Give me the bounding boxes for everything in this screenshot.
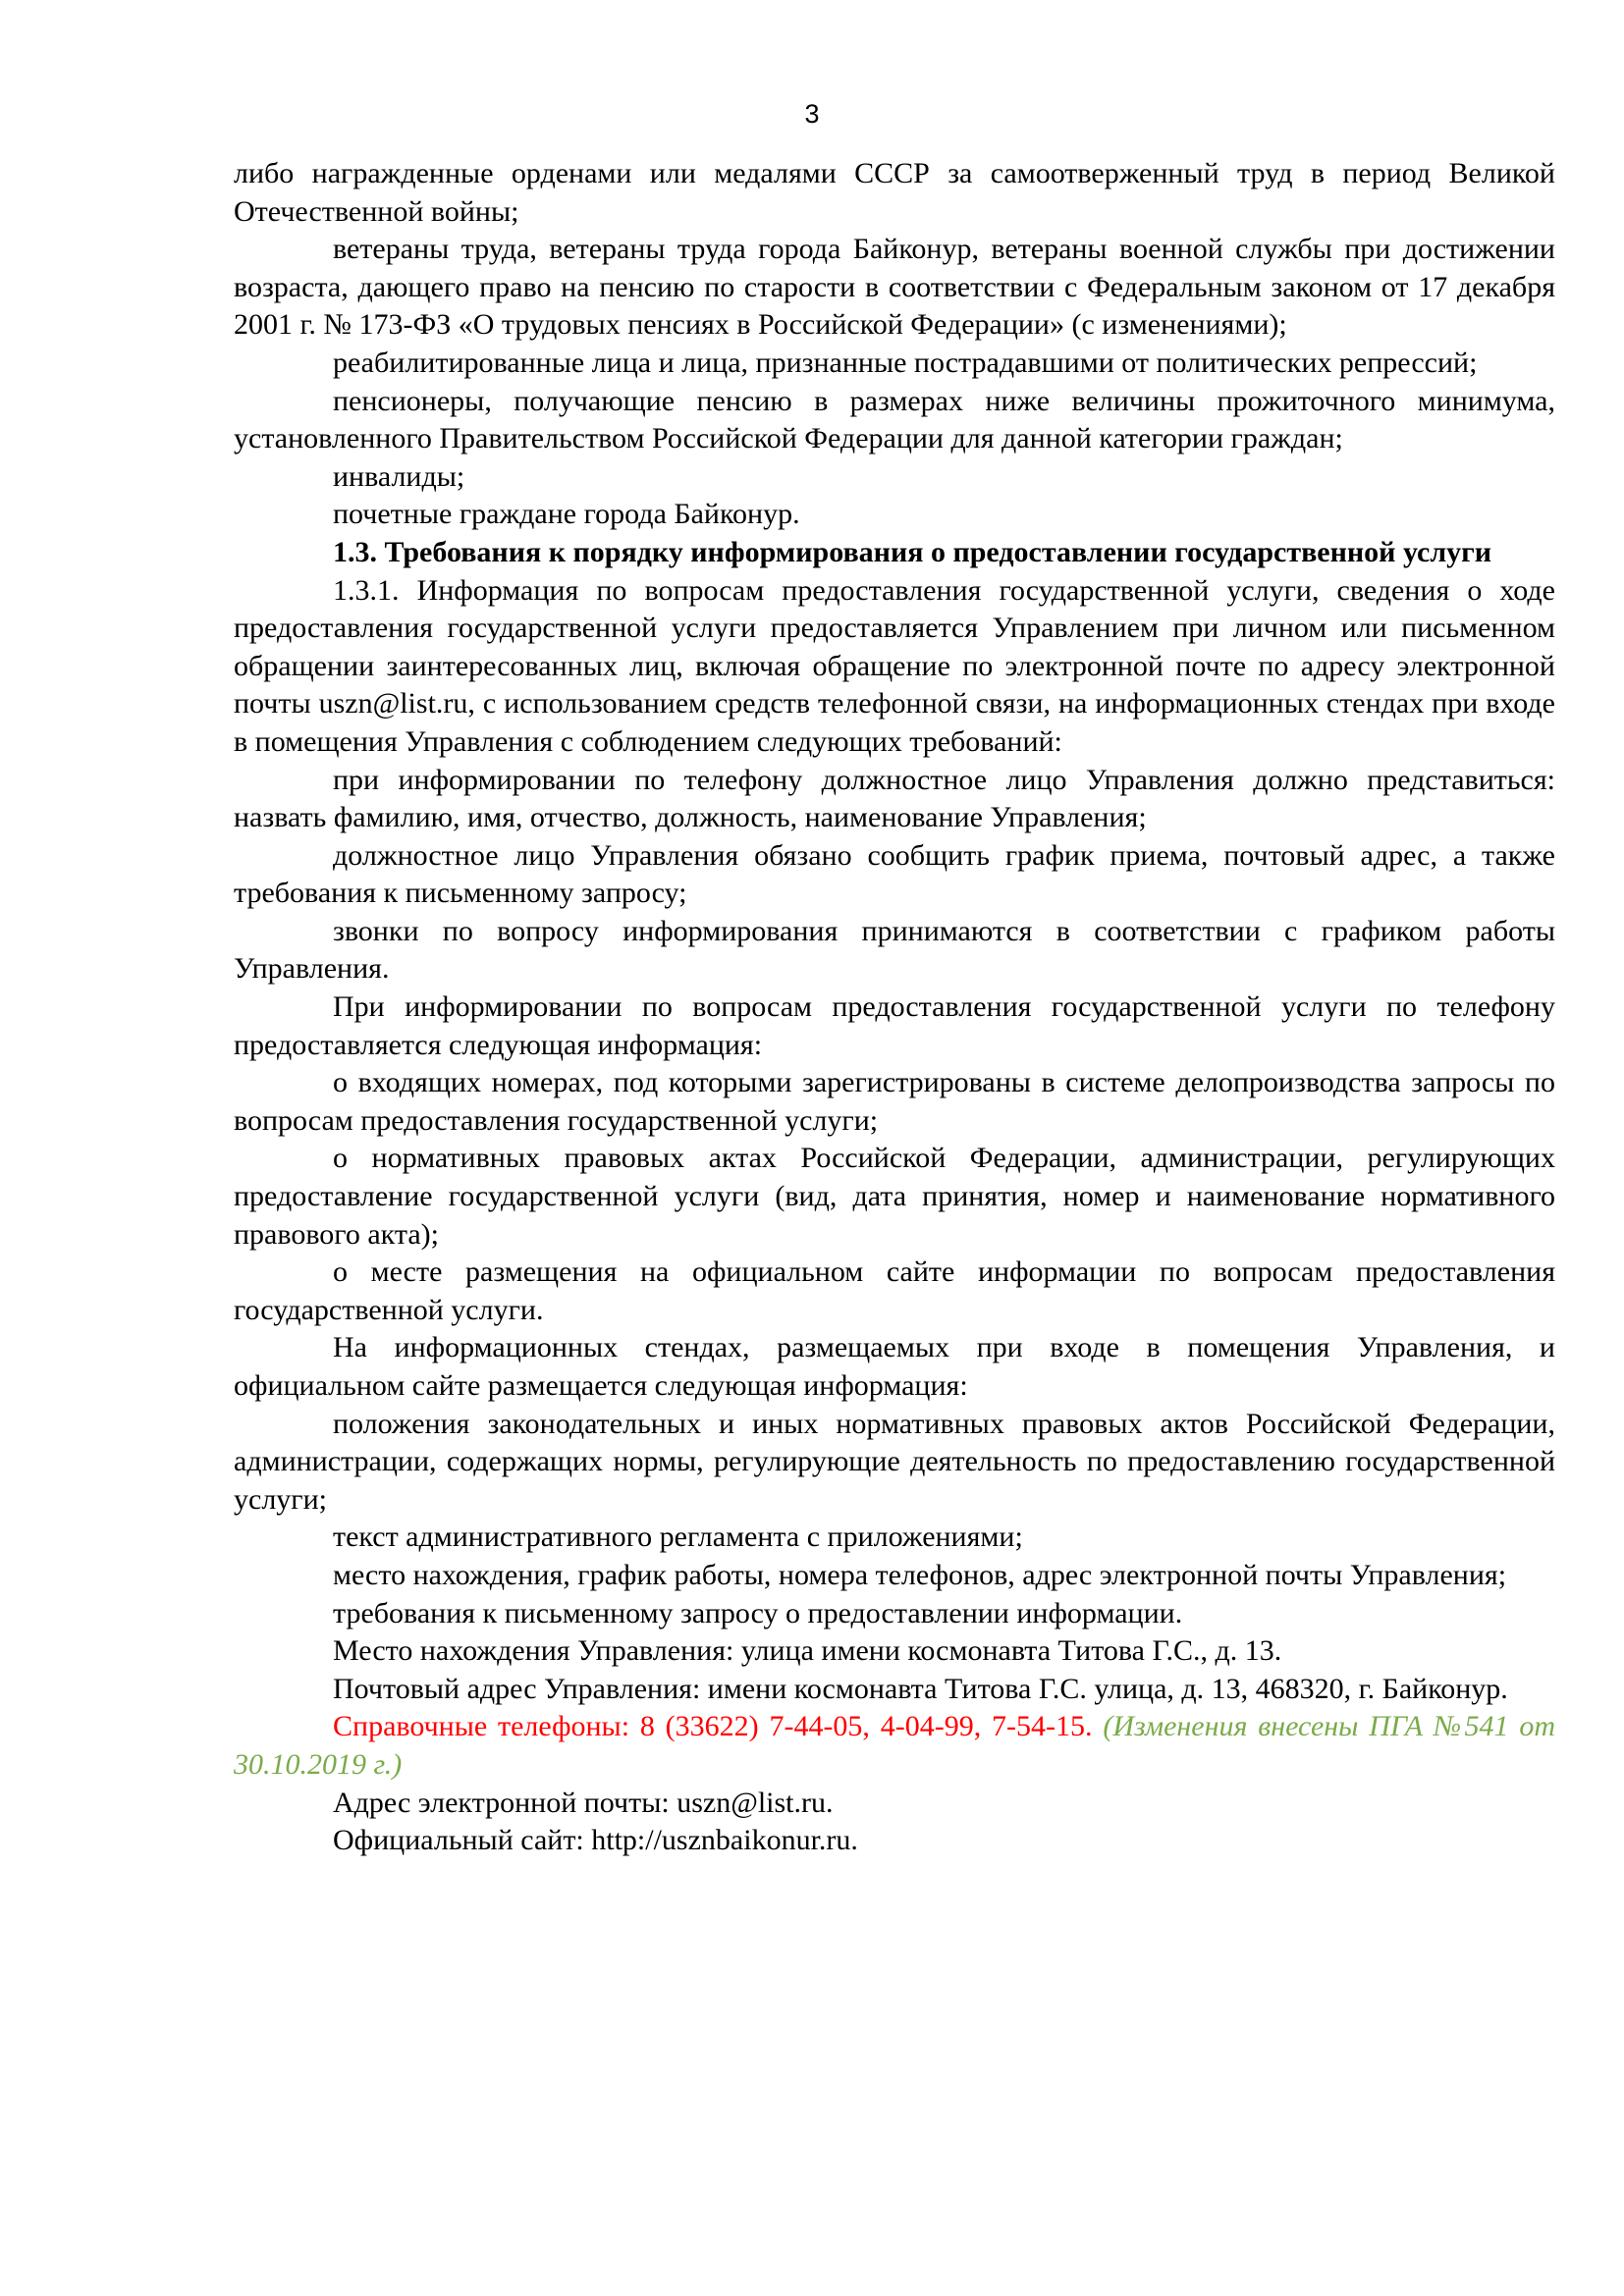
- section-heading-1-3: 1.3. Требования к порядку информирования о предоставлении государственной услуги: [333, 535, 1492, 568]
- page-number: 3: [804, 99, 820, 129]
- paragraph-website-location: о месте размещения на официальном сайте информации по вопросам предоставления государственной услуги.: [234, 1255, 1555, 1326]
- paragraph-1-3-1: 1.3.1. Информация по вопросам предоставления государственной услуги, сведения о ходе предоставления государственной услуги предоставляется Управлением при личном или письменном обращении заинтересованных лиц, включая обращение по электронной почте по адресу электронной почты uszn@list.ru, с использованием средств телефонной связи, на информационных стендах при входе в помещения Управления с соблюдением следующих требований:: [234, 573, 1555, 758]
- paragraph-reference-phones: [234, 1708, 1555, 1784]
- reference-phones-text: Справочные телефоны: 8 (33622) 7-44-05, 4-04-99, 7-54-15.: [333, 1710, 1093, 1743]
- paragraph-orders-medals: либо награжденные орденами или медалями СССР за самоотверженный труд в период Великой Отечественной войны;: [234, 157, 1555, 228]
- paragraph-regulation-text: текст административного регламента с приложениями;: [333, 1521, 1023, 1554]
- paragraph-normative-acts: о нормативных правовых актах Российской Федерации, администрации, регулирующих предоставление государственной услуги (вид, дата принятия, номер и наименование нормативного правового акта);: [234, 1142, 1555, 1251]
- paragraph-website: Официальный сайт: http://usznbaikonur.ru.: [333, 1824, 858, 1857]
- paragraph-info-stands: На информационных стендах, размещаемых при входе в помещения Управления, и официальном сайте размещается следующая информация:: [234, 1331, 1555, 1402]
- paragraph-calls-schedule: звонки по вопросу информирования принимаются в соответствии с графиком работы Управления.: [234, 914, 1555, 986]
- paragraph-phone-info: При информировании по вопросам предоставления государственной услуги по телефону предоставляется следующая информация:: [234, 990, 1555, 1061]
- paragraph-official-obliged: должностное лицо Управления обязано сообщить график приема, почтовый адрес, а также требования к письменному запросу;: [234, 838, 1555, 910]
- amendment-note: (Изменения внесены ПГА №541 от 30.10.2019 г.): [234, 1710, 1555, 1781]
- paragraph-written-request: требования к письменному запросу о предоставлении информации.: [333, 1596, 1183, 1629]
- paragraph-labor-veterans: ветераны труда, ветераны труда города Байконур, ветераны военной службы при достижении возраста, дающего право на пенсию по старости в соответствии с Федеральным законом от 17 декабря 2001 г. № 173-ФЗ «О трудовых пенсиях в Российской Федерации» (с изменениями);: [234, 233, 1555, 342]
- paragraph-incoming-numbers: о входящих номерах, под которыми зарегистрированы в системе делопроизводства запросы по вопросам предоставления государственной услуги;: [234, 1066, 1555, 1137]
- paragraph-legislative-provisions: положения законодательных и иных нормативных правовых актов Российской Федерации, администрации, содержащих нормы, регулирующие деятельность по предоставлению государственной услуги;: [234, 1407, 1555, 1516]
- paragraph-rehabilitated: реабилитированные лица и лица, признанные пострадавшими от политических репрессий;: [333, 346, 1478, 379]
- paragraph-postal-address: Почтовый адрес Управления: имени космонавта Титова Г.С. улица, д. 13, 468320, г. Байконур.: [333, 1672, 1508, 1705]
- paragraph-honorary-citizens: почетные граждане города Байконур.: [333, 498, 800, 531]
- document-body: [234, 155, 1555, 1860]
- paragraph-location-schedule: место нахождения, график работы, номера телефонов, адрес электронной почты Управления;: [333, 1558, 1507, 1591]
- paragraph-email: Адрес электронной почты: uszn@list.ru.: [333, 1786, 834, 1819]
- paragraph-disabled: инвалиды;: [333, 459, 465, 493]
- paragraph-office-location: Место нахождения Управления: улица имени космонавта Титова Г.С., д. 13.: [333, 1634, 1282, 1668]
- paragraph-phone-introduce: при информировании по телефону должностное лицо Управления должно представиться: назвать фамилию, имя, отчество, должность, наименование Управления;: [234, 763, 1555, 834]
- paragraph-pensioners: пенсионеры, получающие пенсию в размерах ниже величины прожиточного минимума, установленного Правительством Российской Федерации для данной категории граждан;: [234, 384, 1555, 455]
